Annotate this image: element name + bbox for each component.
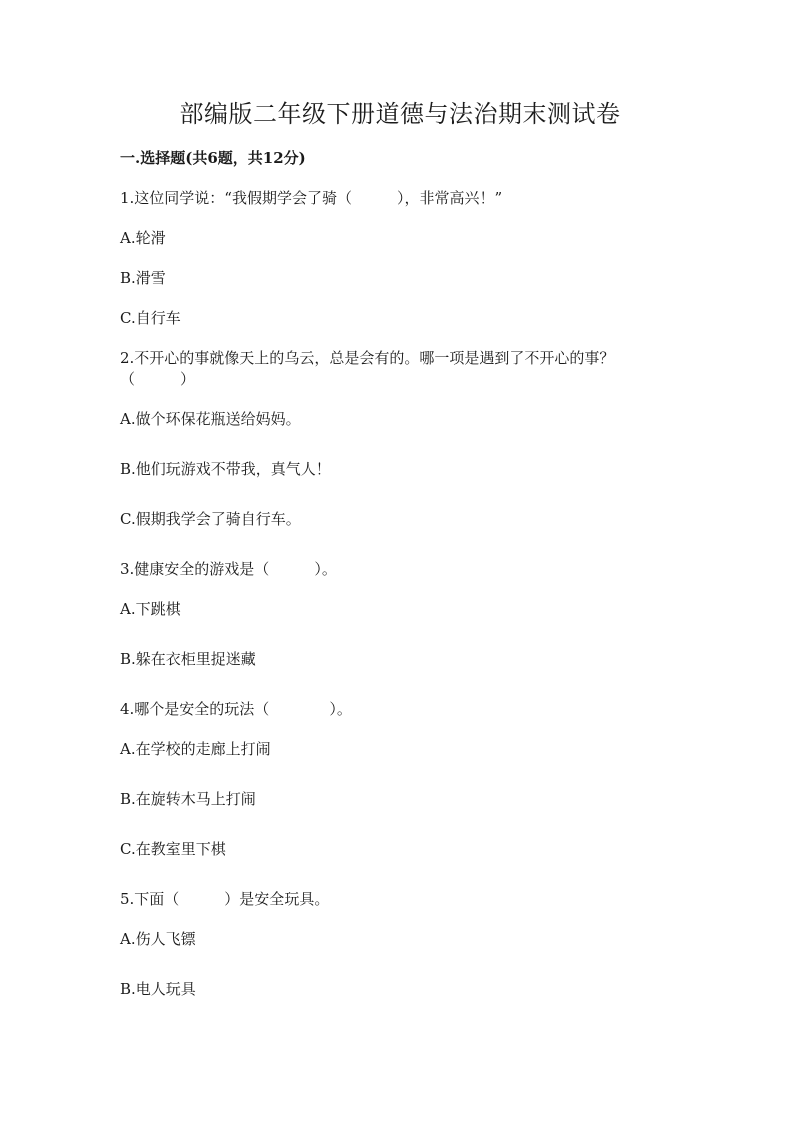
question-2-option-a: A.做个环保花瓶送给妈妈。 (120, 410, 301, 428)
page-title: 部编版二年级下册道德与法治期末测试卷 (179, 100, 621, 128)
question-1-stem: 1.这位同学说：“我假期学会了骑（ ），非常高兴！” (120, 189, 503, 207)
question-3-stem: 3.健康安全的游戏是（ ）。 (120, 560, 337, 578)
question-1-option-c: C.自行车 (120, 309, 181, 327)
question-3-option-b: B.躲在衣柜里捉迷藏 (120, 650, 256, 668)
question-1-option-b: B.滑雪 (120, 269, 166, 287)
question-1-option-a: A.轮滑 (120, 229, 166, 247)
question-5-option-a: A.伤人飞镖 (120, 930, 196, 948)
question-2-stem-continued: （ ） (120, 370, 196, 388)
question-2-option-c: C.假期我学会了骑自行车。 (120, 510, 301, 528)
question-2-option-b: B.他们玩游戏不带我，真气人！ (120, 460, 331, 478)
section-heading: 一.选择题(共6题，共12分) (120, 149, 306, 167)
question-4-stem: 4.哪个是安全的玩法（ ）。 (120, 700, 352, 718)
question-3-option-a: A.下跳棋 (120, 600, 181, 618)
question-4-option-b: B.在旋转木马上打闹 (120, 790, 256, 808)
question-2-stem: 2.不开心的事就像天上的乌云，总是会有的。哪一项是遇到了不开心的事？ (120, 349, 615, 367)
question-5-stem: 5.下面（ ）是安全玩具。 (120, 890, 330, 908)
question-4-option-a: A.在学校的走廊上打闹 (120, 740, 271, 758)
question-5-option-b: B.电人玩具 (120, 980, 196, 998)
question-4-option-c: C.在教室里下棋 (120, 840, 226, 858)
